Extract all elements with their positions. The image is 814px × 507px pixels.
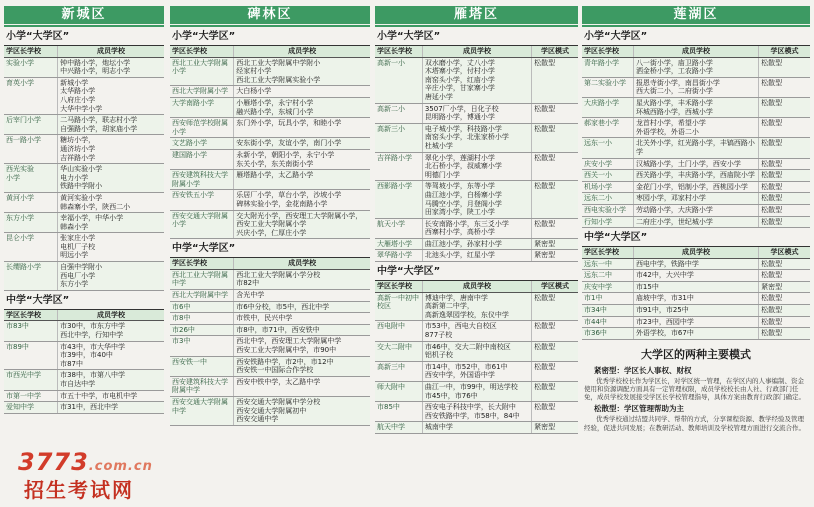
table-cell: 大白杨小学	[236, 87, 272, 96]
table-cell: 市26中	[170, 325, 234, 336]
table-cell: 西北工业大学附属中学	[170, 270, 234, 289]
table-cell: 文艺路小学	[170, 138, 234, 149]
table-cell: 西电实验小学	[582, 205, 634, 216]
watermark-site-name: 招生考试网	[24, 478, 134, 502]
table-cell: 西安建筑科技大学附属小学	[170, 170, 234, 189]
table-cell: 松散型	[761, 159, 783, 168]
table-cell: 松散型	[761, 294, 783, 303]
table-row	[4, 115, 164, 135]
table-cell: 曲江池小学，孙家村小学	[423, 239, 532, 250]
table-cell: 松散型	[534, 342, 556, 351]
table-cell: 松散型	[761, 217, 783, 226]
banner-divider	[582, 25, 810, 27]
table-cell: 市3中	[170, 336, 234, 355]
table-cell: 远东二小	[582, 193, 634, 204]
table-header-row	[4, 46, 164, 58]
table-row	[375, 250, 578, 262]
table-cell: 松散型	[534, 124, 556, 133]
table-row	[375, 362, 578, 382]
summary-title: 大学区的两种主要模式	[641, 347, 751, 361]
table-cell: 育英小学	[4, 78, 58, 114]
table-cell: 报恩寺街小学，南昌街小学 西大街二小，二府街小学	[634, 78, 759, 97]
section-title: 小学“大学区”	[172, 31, 236, 42]
table-row	[4, 164, 164, 193]
table-header-cell: 学区模式	[770, 248, 799, 257]
table-cell: 黄河实验小学 韩森寨小学，陕西二小	[60, 193, 131, 211]
table-header-row	[4, 310, 164, 322]
table-cell: 东方小学	[4, 213, 58, 232]
mode-title: 松散型：学区管理帮助为主	[594, 404, 684, 414]
table-row	[4, 391, 164, 403]
table-cell: 西关路小学，丰庆路小学，西庙院小学	[634, 170, 759, 181]
table-header-cell: 学区长学校	[375, 281, 423, 292]
table-cell: 市铁中，民兴中学	[236, 314, 293, 323]
table-cell: 市46中，交大二附中南校区 铝机子校	[423, 342, 532, 361]
table-cell: 市85中	[375, 402, 423, 421]
table-cell: 远东二中	[582, 270, 634, 281]
table-cell: 松散型	[761, 194, 783, 203]
table-row	[170, 357, 370, 377]
table-cell: 紧密型	[534, 423, 556, 432]
table-header-cell: 学区模式	[541, 47, 570, 55]
table-cell: 高新一中初中校区	[375, 293, 423, 321]
district-banner: 新城区	[4, 6, 164, 24]
table-cell: 松散型	[534, 322, 556, 331]
banner-divider	[375, 25, 578, 27]
table-cell: 紧密型	[534, 251, 556, 260]
table-cell: 西北中学，西安理工大学附属中学 西安工业大学附属中学，市90中	[236, 337, 342, 355]
table-cell: 永新小学，朝阳小学，永宁小学 东关小学，东关南街小学	[236, 150, 335, 168]
table-row	[582, 328, 810, 340]
table-row	[170, 150, 370, 170]
table-header-cell: 学区模式	[770, 47, 799, 55]
table-row	[375, 58, 578, 104]
table-header-cell: 成员学校	[288, 47, 317, 55]
table-cell: 松散型	[761, 98, 783, 107]
table-header-cell: 成员学校	[423, 46, 532, 57]
table-cell: 行知小学	[582, 217, 634, 228]
table-row	[170, 118, 370, 138]
table-cell: 市14中，市52中，市61中 西安中学，外国语中学	[423, 362, 532, 381]
section-title: 中学“大学区”	[172, 243, 236, 255]
table-cell: 西安铁一中	[170, 357, 234, 376]
table-row	[4, 193, 164, 213]
table-cell: 龙首村小学，希望小学 外语学校，外语二小	[634, 118, 759, 137]
table-cell: 西安交通大学附属小学	[170, 211, 234, 239]
table-cell: 郝家巷小学	[582, 118, 634, 137]
table-cell: 西安中铁中学，太乙路中学	[236, 377, 321, 386]
table-row	[170, 190, 370, 210]
table-row	[170, 58, 370, 87]
watermark-logo	[18, 448, 153, 476]
table-row	[375, 104, 578, 124]
table-cell: 航天小学	[375, 219, 423, 238]
section-title: 小学“大学区”	[6, 31, 70, 42]
table-cell: 市43中，市大华中学 市39中，市40中 市87中	[60, 342, 125, 368]
school-table	[170, 257, 370, 426]
table-cell: 松散型	[761, 58, 783, 67]
table-cell: 爱知中学	[4, 402, 58, 413]
table-row	[582, 159, 810, 171]
table-cell: 西安铁五小学	[170, 190, 234, 209]
table-cell: 西安建筑科技大学附属中学	[170, 377, 234, 396]
table-cell: 松散型	[534, 362, 556, 371]
table-row	[582, 217, 810, 229]
table-cell: 市6中	[170, 302, 234, 313]
table-cell: 星火路小学，丰禾路小学 环城西路小学，西城小学	[634, 98, 759, 117]
table-row	[375, 239, 578, 251]
table-header-cell: 成员学校	[634, 247, 759, 258]
table-cell: 松散型	[761, 317, 783, 326]
school-table	[582, 246, 810, 340]
table-cell: 博迪中学，唐南中学 高新第二中学， 高新逸翠园学校，东仪中学	[423, 293, 532, 321]
table-row	[170, 325, 370, 337]
table-cell: 市31中，西北中学	[60, 403, 118, 412]
table-cell: 北池头小学，红星小学	[423, 250, 532, 261]
table-cell: 交大二附中	[375, 342, 423, 361]
table-cell: 西北大学附属小学	[170, 86, 234, 97]
table-row	[170, 377, 370, 397]
table-row	[170, 397, 370, 426]
district-column-xincheng	[4, 6, 164, 500]
table-cell: 市8中	[170, 313, 234, 324]
table-cell: 汉城路小学，土门小学，西安小学	[634, 159, 759, 170]
table-row	[4, 135, 164, 164]
table-cell: 机场小学	[582, 182, 634, 193]
table-header-cell: 成员学校	[97, 310, 126, 319]
table-cell: 市89中	[4, 342, 58, 370]
district-column-lianhu	[582, 6, 810, 500]
table-row	[170, 170, 370, 190]
table-header-cell: 学区长学校	[170, 46, 234, 57]
table-row	[170, 270, 370, 290]
table-cell: 大庆路小学	[582, 98, 634, 117]
table-header-cell: 学区长学校	[4, 310, 58, 321]
district-banner: 雁塔区	[375, 6, 578, 24]
table-cell: 松散型	[761, 271, 783, 280]
table-cell: 松散型	[534, 182, 556, 191]
table-row	[375, 181, 578, 218]
table-cell: 市第一中学	[4, 391, 58, 402]
table-row	[170, 138, 370, 150]
table-row	[4, 370, 164, 390]
table-cell: 松散型	[534, 104, 556, 113]
table-row	[582, 193, 810, 205]
table-row	[4, 58, 164, 78]
table-cell: 市1中	[582, 293, 634, 304]
table-cell: 市西光中学	[4, 370, 58, 389]
table-header-cell: 成员学校	[634, 46, 759, 57]
table-row	[4, 78, 164, 115]
table-header-cell: 学区长学校	[375, 46, 423, 57]
table-cell: 西安电子科技中学，长大附中 西安铁路中学，市58中，84中	[423, 402, 532, 421]
school-table	[582, 45, 810, 228]
table-cell: 高新一小	[375, 58, 423, 103]
table-header-cell: 学区模式	[541, 282, 570, 291]
mode-description: 优秀学校通过结盟共同学、帮带的方式，分享课程资源、教学经验及管理经验，促进共同发展；在教研活动、教师培训及学校管理方面进行交流合作。	[584, 415, 805, 432]
table-cell: 松散型	[761, 306, 783, 315]
table-cell: 枣园小学，邓家村小学	[634, 193, 759, 204]
table-row	[582, 270, 810, 282]
table-row	[375, 124, 578, 153]
table-cell: 高新三小	[375, 124, 423, 152]
district-column-yanta	[375, 6, 578, 500]
table-cell: 西北大学附属中学	[170, 290, 234, 301]
table-row	[375, 382, 578, 402]
table-cell: 市42中，大兴中学	[634, 270, 759, 281]
table-cell: 幸福小学，中华小学 韩森小学	[60, 214, 124, 231]
table-cell: 长缨路小学	[4, 262, 58, 290]
table-cell: 松散型	[761, 78, 783, 87]
table-row	[4, 262, 164, 291]
school-table	[170, 45, 370, 239]
table-cell: 市83中	[4, 321, 58, 340]
table-cell: 松散型	[534, 58, 556, 67]
table-row	[170, 211, 370, 240]
table-cell: 青年路小学	[582, 58, 634, 77]
table-cell: 师大附中	[375, 382, 423, 401]
table-row	[582, 170, 810, 182]
table-cell: 二马路小学，联志村小学 自强路小学，胡家庙小学	[60, 116, 138, 133]
table-cell: 市8中，市71中，西安铁中	[236, 325, 320, 334]
table-cell: 松散型	[534, 153, 556, 162]
table-cell: 市23中，西园中学	[634, 317, 759, 328]
table-cell: 黄河小学	[4, 193, 58, 212]
table-cell: 市34中	[582, 305, 634, 316]
table-cell: 远东一中	[582, 259, 634, 270]
table-cell: 实验小学	[4, 58, 58, 77]
table-row	[582, 78, 810, 98]
mode-description: 优秀学校校长作为学区长，对学区统一管理，在学区内的人事编制、资金使用和资源调配方面具有一定管理权限，成员学校校长由人社、行政部门任免，成员学校发展接受学区长学校管理指导，具体方案由教育行政部门确定。	[584, 376, 805, 402]
table-cell: 市五十中学，市电机中学	[60, 391, 138, 400]
table-header-row	[582, 46, 810, 58]
table-cell: 高新三中	[375, 362, 423, 381]
table-cell: 松散型	[761, 139, 783, 148]
table-cell: 西关一小	[582, 170, 634, 181]
table-row	[375, 321, 578, 341]
school-table	[4, 45, 164, 291]
table-row	[375, 342, 578, 362]
section-title: 中学“大学区”	[377, 266, 441, 278]
table-cell: 钟中路小学，炮坛小学 中兴路小学，明志小学	[60, 58, 131, 76]
table-row	[582, 282, 810, 294]
section-title: 小学“大学区”	[377, 31, 441, 42]
table-row	[582, 118, 810, 138]
table-cell: 乐居厂小学，草台小学，沙坡小学 碑林实验小学，金花南路小学	[236, 191, 342, 208]
banner-divider	[170, 25, 370, 27]
section-title: 小学“大学区”	[584, 31, 648, 42]
table-cell: 西光实验 小学	[4, 164, 58, 192]
table-cell: 交大附光小学，西安理工大学附属小学，西安工业大学附属小学 兴庆小学，仁厚庄小学	[236, 211, 363, 237]
section-title: 中学“大学区”	[6, 294, 70, 306]
table-header-cell: 成员学校	[423, 281, 532, 292]
table-cell: 华山实验小学 电力小学 铁路中学附小	[60, 165, 103, 191]
table-header-row	[582, 247, 810, 259]
table-cell: 西电附中	[375, 321, 423, 340]
table-cell: 市44中	[582, 317, 634, 328]
table-row	[375, 219, 578, 239]
table-cell: 西一路小学	[4, 135, 58, 163]
table-cell: 松散型	[761, 205, 783, 214]
table-header-row	[170, 258, 370, 270]
school-table	[4, 309, 164, 414]
table-row	[582, 293, 810, 305]
table-cell: 松散型	[534, 403, 556, 412]
table-row	[170, 336, 370, 356]
table-cell: 东门外小学，玩具小学，和睦小学	[236, 119, 342, 128]
table-row	[4, 342, 164, 371]
table-cell: 第二实验小学	[582, 78, 634, 97]
table-cell: 雁塔路小学，太乙路小学	[236, 171, 314, 180]
table-header-row	[170, 46, 370, 58]
district-column-beilin	[170, 6, 370, 500]
table-row	[375, 402, 578, 422]
table-cell: 松散型	[761, 329, 783, 338]
table-cell: 外语学校，市67中	[634, 328, 759, 339]
table-cell: 小雁塔小学，永宁村小学 融兴路小学，东城门小学	[236, 98, 314, 116]
table-cell: 西安交通大学附属中学	[170, 397, 234, 425]
table-row	[4, 213, 164, 233]
table-cell: 劳动路小学，大庆路小学	[634, 205, 759, 216]
table-cell: 长安南路小学，东三爻小学 西寨村小学，高桥小学	[423, 219, 532, 238]
table-cell: 庆安小学	[582, 159, 634, 170]
table-cell: 松散型	[761, 171, 783, 180]
table-header-cell: 成员学校	[97, 47, 126, 55]
table-row	[375, 422, 578, 434]
watermark-domain-suffix: .com.cn	[88, 459, 153, 474]
table-cell: 松散型	[761, 259, 783, 268]
table-cell: 后宰门小学	[4, 115, 58, 134]
table-row	[4, 402, 164, 414]
table-cell: 松散型	[761, 182, 783, 191]
table-cell: 西安铁路中学，市2中，市12中 西安铁一中国际合作学校	[236, 357, 334, 375]
table-cell: 含光中学	[236, 291, 265, 300]
table-cell: 等驾坡小学，东等小学 曲江池小学，白杨寨小学 马腾空小学，月登阁小学 田家湾小学，陕工小学	[423, 181, 532, 217]
table-cell: 金花门小学，铝制小学，西桃园小学	[634, 182, 759, 193]
mode-summary	[582, 346, 810, 432]
table-row	[582, 317, 810, 329]
table-header-cell: 学区长学校	[170, 258, 234, 269]
table-row	[582, 305, 810, 317]
table-row	[375, 293, 578, 322]
table-cell: 二府庄小学，世纪城小学	[634, 217, 759, 228]
table-cell: 松散型	[534, 293, 556, 302]
table-cell: 昆仑小学	[4, 233, 58, 261]
watermark-domain: 3773	[18, 448, 89, 476]
table-cell: 市53中，西电大自校区 877子校	[423, 321, 532, 340]
table-row	[170, 98, 370, 118]
table-row	[582, 205, 810, 217]
table-header-cell: 学区长学校	[582, 247, 634, 258]
table-cell: 市30中，市东方中学 西北中学，行知中学	[60, 322, 125, 340]
section-title: 中学“大学区”	[584, 232, 648, 244]
table-cell: 西北工业大学附属小学	[170, 58, 234, 86]
table-cell: 双水磨小学，丈八小学 木塔寨小学，付村小学 南窑头小学，红庙小学 辛庄小学，甘家寨小学 唐延小学	[423, 58, 532, 103]
table-cell: 北关外小学，红光路小学，丰镐西路小学	[634, 138, 759, 157]
table-header-row	[375, 46, 578, 58]
table-header-cell: 成员学校	[288, 259, 317, 268]
table-row	[4, 233, 164, 262]
table-cell: 西安交通大学附属中学分校 西安交通大学附属初中 西安交通中学	[236, 398, 321, 424]
table-cell: 自强中学附小 西电厂小学 东方小学	[60, 263, 103, 289]
table-cell: 曲江一中，市99中，明达学校 市45中，市76中	[423, 382, 532, 401]
table-row	[375, 153, 578, 182]
table-row	[170, 86, 370, 98]
table-cell: 3507厂小学，日化子校 昆明路小学，博通小学	[423, 104, 532, 123]
table-cell: 吉祥路小学	[375, 153, 423, 181]
table-cell: 远东一小	[582, 138, 634, 157]
table-cell: 紧密型	[761, 282, 783, 291]
table-cell: 城南中学	[423, 422, 532, 433]
table-cell: 庆安中学	[582, 282, 634, 293]
banner-divider	[4, 25, 164, 27]
table-cell: 西影路小学	[375, 181, 423, 217]
table-cell: 西电中学，铁路中学	[634, 259, 759, 270]
table-cell: 航天中学	[375, 422, 423, 433]
table-cell: 安东街小学，友谊小学，南门小学	[236, 139, 342, 148]
table-cell: 新城小学 太华路小学 八府庄小学 大华中学小学	[60, 78, 103, 113]
table-row	[582, 98, 810, 118]
table-cell: 松散型	[761, 119, 783, 128]
table-row	[4, 321, 164, 341]
table-row	[582, 259, 810, 271]
school-table	[375, 280, 578, 434]
table-cell: 市36中	[582, 328, 634, 339]
district-banner: 莲湖区	[582, 6, 810, 24]
table-cell: 建国路小学	[170, 150, 234, 169]
table-header-row	[375, 281, 578, 293]
table-cell: 大学南路小学	[170, 98, 234, 117]
table-row	[582, 182, 810, 194]
table-row	[582, 58, 810, 78]
table-cell: 八一街小学，庙卫路小学 洒金桥小学，工农路小学	[634, 58, 759, 77]
table-cell: 市38中，市第八中学 市自达中学	[60, 371, 125, 388]
table-row	[170, 313, 370, 325]
table-cell: 张家庄小学 电机厂子校 明远小学	[60, 234, 96, 260]
table-cell: 紧密型	[534, 239, 556, 248]
mode-title: 紧密型：学区长人事权、财权	[594, 365, 692, 375]
table-cell: 西北工业大学附属中学附小 经家村小学 西北工业大学附属实验小学	[236, 58, 321, 84]
table-cell: 高新二小	[375, 104, 423, 123]
table-cell: 市91中，市25中	[634, 305, 759, 316]
table-cell: 大雁塔小学	[375, 239, 423, 250]
district-banner: 碑林区	[170, 6, 370, 24]
table-cell: 松散型	[534, 219, 556, 228]
table-row	[582, 138, 810, 158]
table-cell: 西安师范学校附属小学	[170, 118, 234, 137]
table-cell: 松散型	[534, 383, 556, 391]
table-row	[170, 290, 370, 302]
table-header-cell: 学区长学校	[582, 46, 634, 57]
table-cell: 糖坊小学， 通济坊小学 吉祥路小学	[60, 136, 96, 162]
school-table	[375, 45, 578, 262]
table-cell: 翠化小学，莲湖村小学 北石桥小学，叔威寨小学 明德门小学	[423, 153, 532, 181]
table-cell: 翠华路小学	[375, 250, 423, 261]
table-cell: 市6中分校，市5中，西北中学	[236, 302, 330, 311]
table-row	[170, 302, 370, 314]
table-cell: 市15中	[634, 282, 759, 293]
table-cell: 庙坡中学，市31中	[634, 293, 759, 304]
table-cell: 西北工业大学附属小学分校 市82中	[236, 270, 321, 288]
table-header-cell: 学区长学校	[4, 46, 58, 57]
table-cell: 电子城小学，科技路小学 南窑头小学，北张家桥小学 杜城小学	[423, 124, 532, 152]
